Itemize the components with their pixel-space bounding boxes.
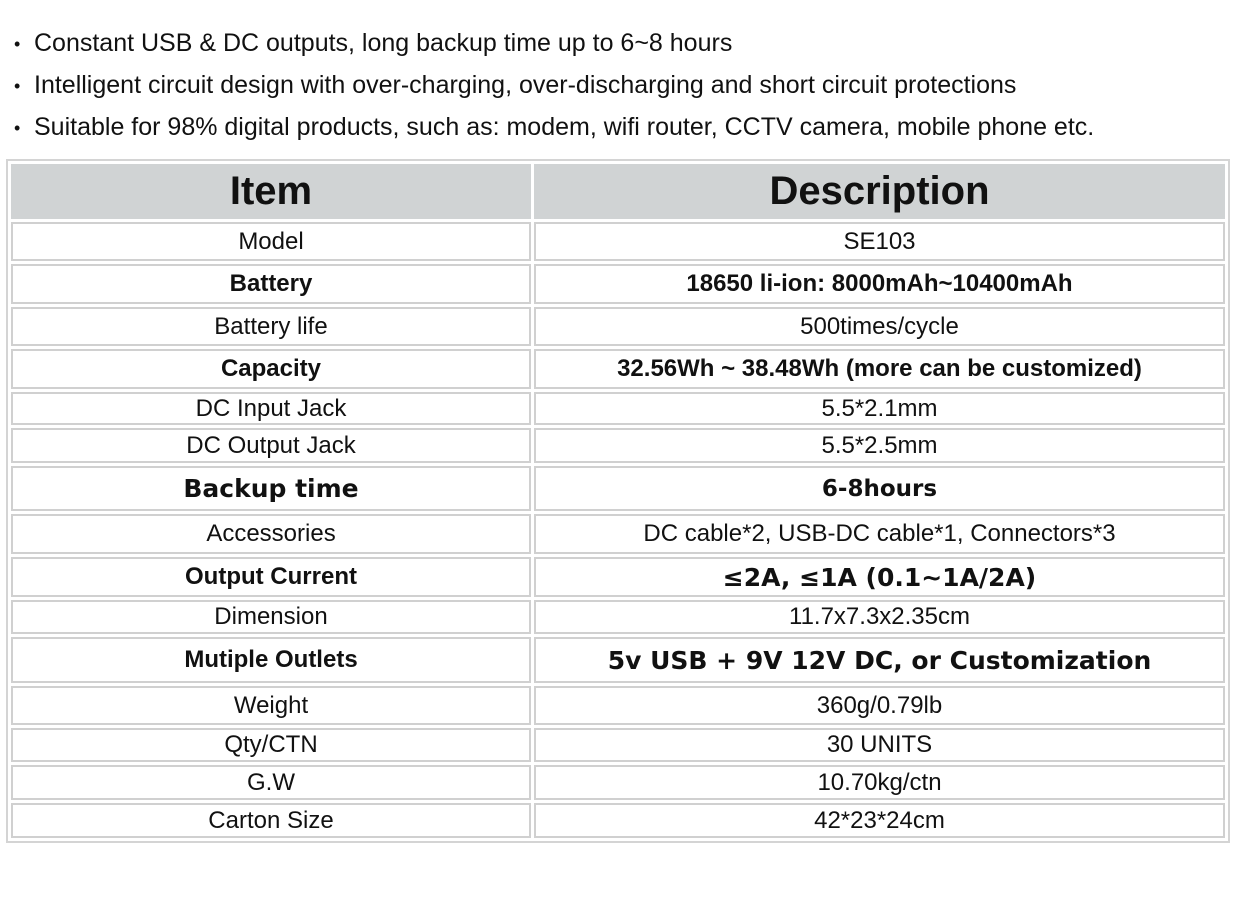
description-cell: 5.5*2.1mm (534, 392, 1225, 425)
item-cell: Backup time (11, 466, 531, 511)
item-cell: Battery life (11, 307, 531, 346)
table-row (11, 349, 1225, 389)
table-row (11, 307, 1225, 346)
table-row (11, 392, 1225, 425)
item-cell: Dimension (11, 600, 531, 634)
bullet-icon: • (14, 76, 21, 97)
table-row (11, 600, 1225, 634)
description-cell: 5.5*2.5mm (534, 428, 1225, 463)
item-cell: Battery (11, 264, 531, 304)
table-row (11, 686, 1225, 725)
description-cell: 360g/0.79lb (534, 686, 1225, 725)
item-cell: G.W (11, 765, 531, 800)
description-cell: 18650 li-ion: 8000mAh~10400mAh (534, 264, 1225, 304)
description-cell: 6-8hours (534, 466, 1225, 511)
table-row (11, 637, 1225, 683)
item-cell: Accessories (11, 514, 531, 554)
table-row (11, 222, 1225, 261)
feature-list (14, 22, 1094, 148)
spec-table (6, 159, 1230, 843)
table-row (11, 264, 1225, 304)
item-cell: DC Output Jack (11, 428, 531, 463)
description-cell: 30 UNITS (534, 728, 1225, 762)
description-cell: 500times/cycle (534, 307, 1225, 346)
table-row (11, 765, 1225, 800)
description-cell: 5v USB + 9V 12V DC, or Customization (534, 637, 1225, 683)
table-row (11, 514, 1225, 554)
header-item: Item (11, 164, 531, 219)
table-row (11, 428, 1225, 463)
item-cell: Weight (11, 686, 531, 725)
bullet-icon: • (14, 118, 21, 139)
bullet-icon: • (14, 34, 21, 55)
table-row (11, 803, 1225, 838)
feature-item: • Suitable for 98% digital products, such as: modem, wifi router, CCTV camera, mobile phone etc. (14, 106, 1094, 148)
table-row (11, 728, 1225, 762)
header-description: Description (534, 164, 1225, 219)
item-cell: Output Current (11, 557, 531, 597)
item-cell: Qty/CTN (11, 728, 531, 762)
description-cell: 11.7x7.3x2.35cm (534, 600, 1225, 634)
table-header-row (11, 164, 1225, 219)
feature-item: • Constant USB & DC outputs, long backup time up to 6~8 hours (14, 22, 1094, 64)
feature-item: • Intelligent circuit design with over-charging, over-discharging and short circuit protections (14, 64, 1094, 106)
description-cell: 32.56Wh ~ 38.48Wh (more can be customized) (534, 349, 1225, 389)
item-cell: Model (11, 222, 531, 261)
description-cell: ≤2A, ≤1A (0.1~1A/2A) (534, 557, 1225, 597)
description-cell: 10.70kg/ctn (534, 765, 1225, 800)
description-cell: SE103 (534, 222, 1225, 261)
table-row (11, 466, 1225, 511)
table-row (11, 557, 1225, 597)
item-cell: Mutiple Outlets (11, 637, 531, 683)
item-cell: Capacity (11, 349, 531, 389)
description-cell: 42*23*24cm (534, 803, 1225, 838)
description-cell: DC cable*2, USB-DC cable*1, Connectors*3 (534, 514, 1225, 554)
item-cell: DC Input Jack (11, 392, 531, 425)
item-cell: Carton Size (11, 803, 531, 838)
